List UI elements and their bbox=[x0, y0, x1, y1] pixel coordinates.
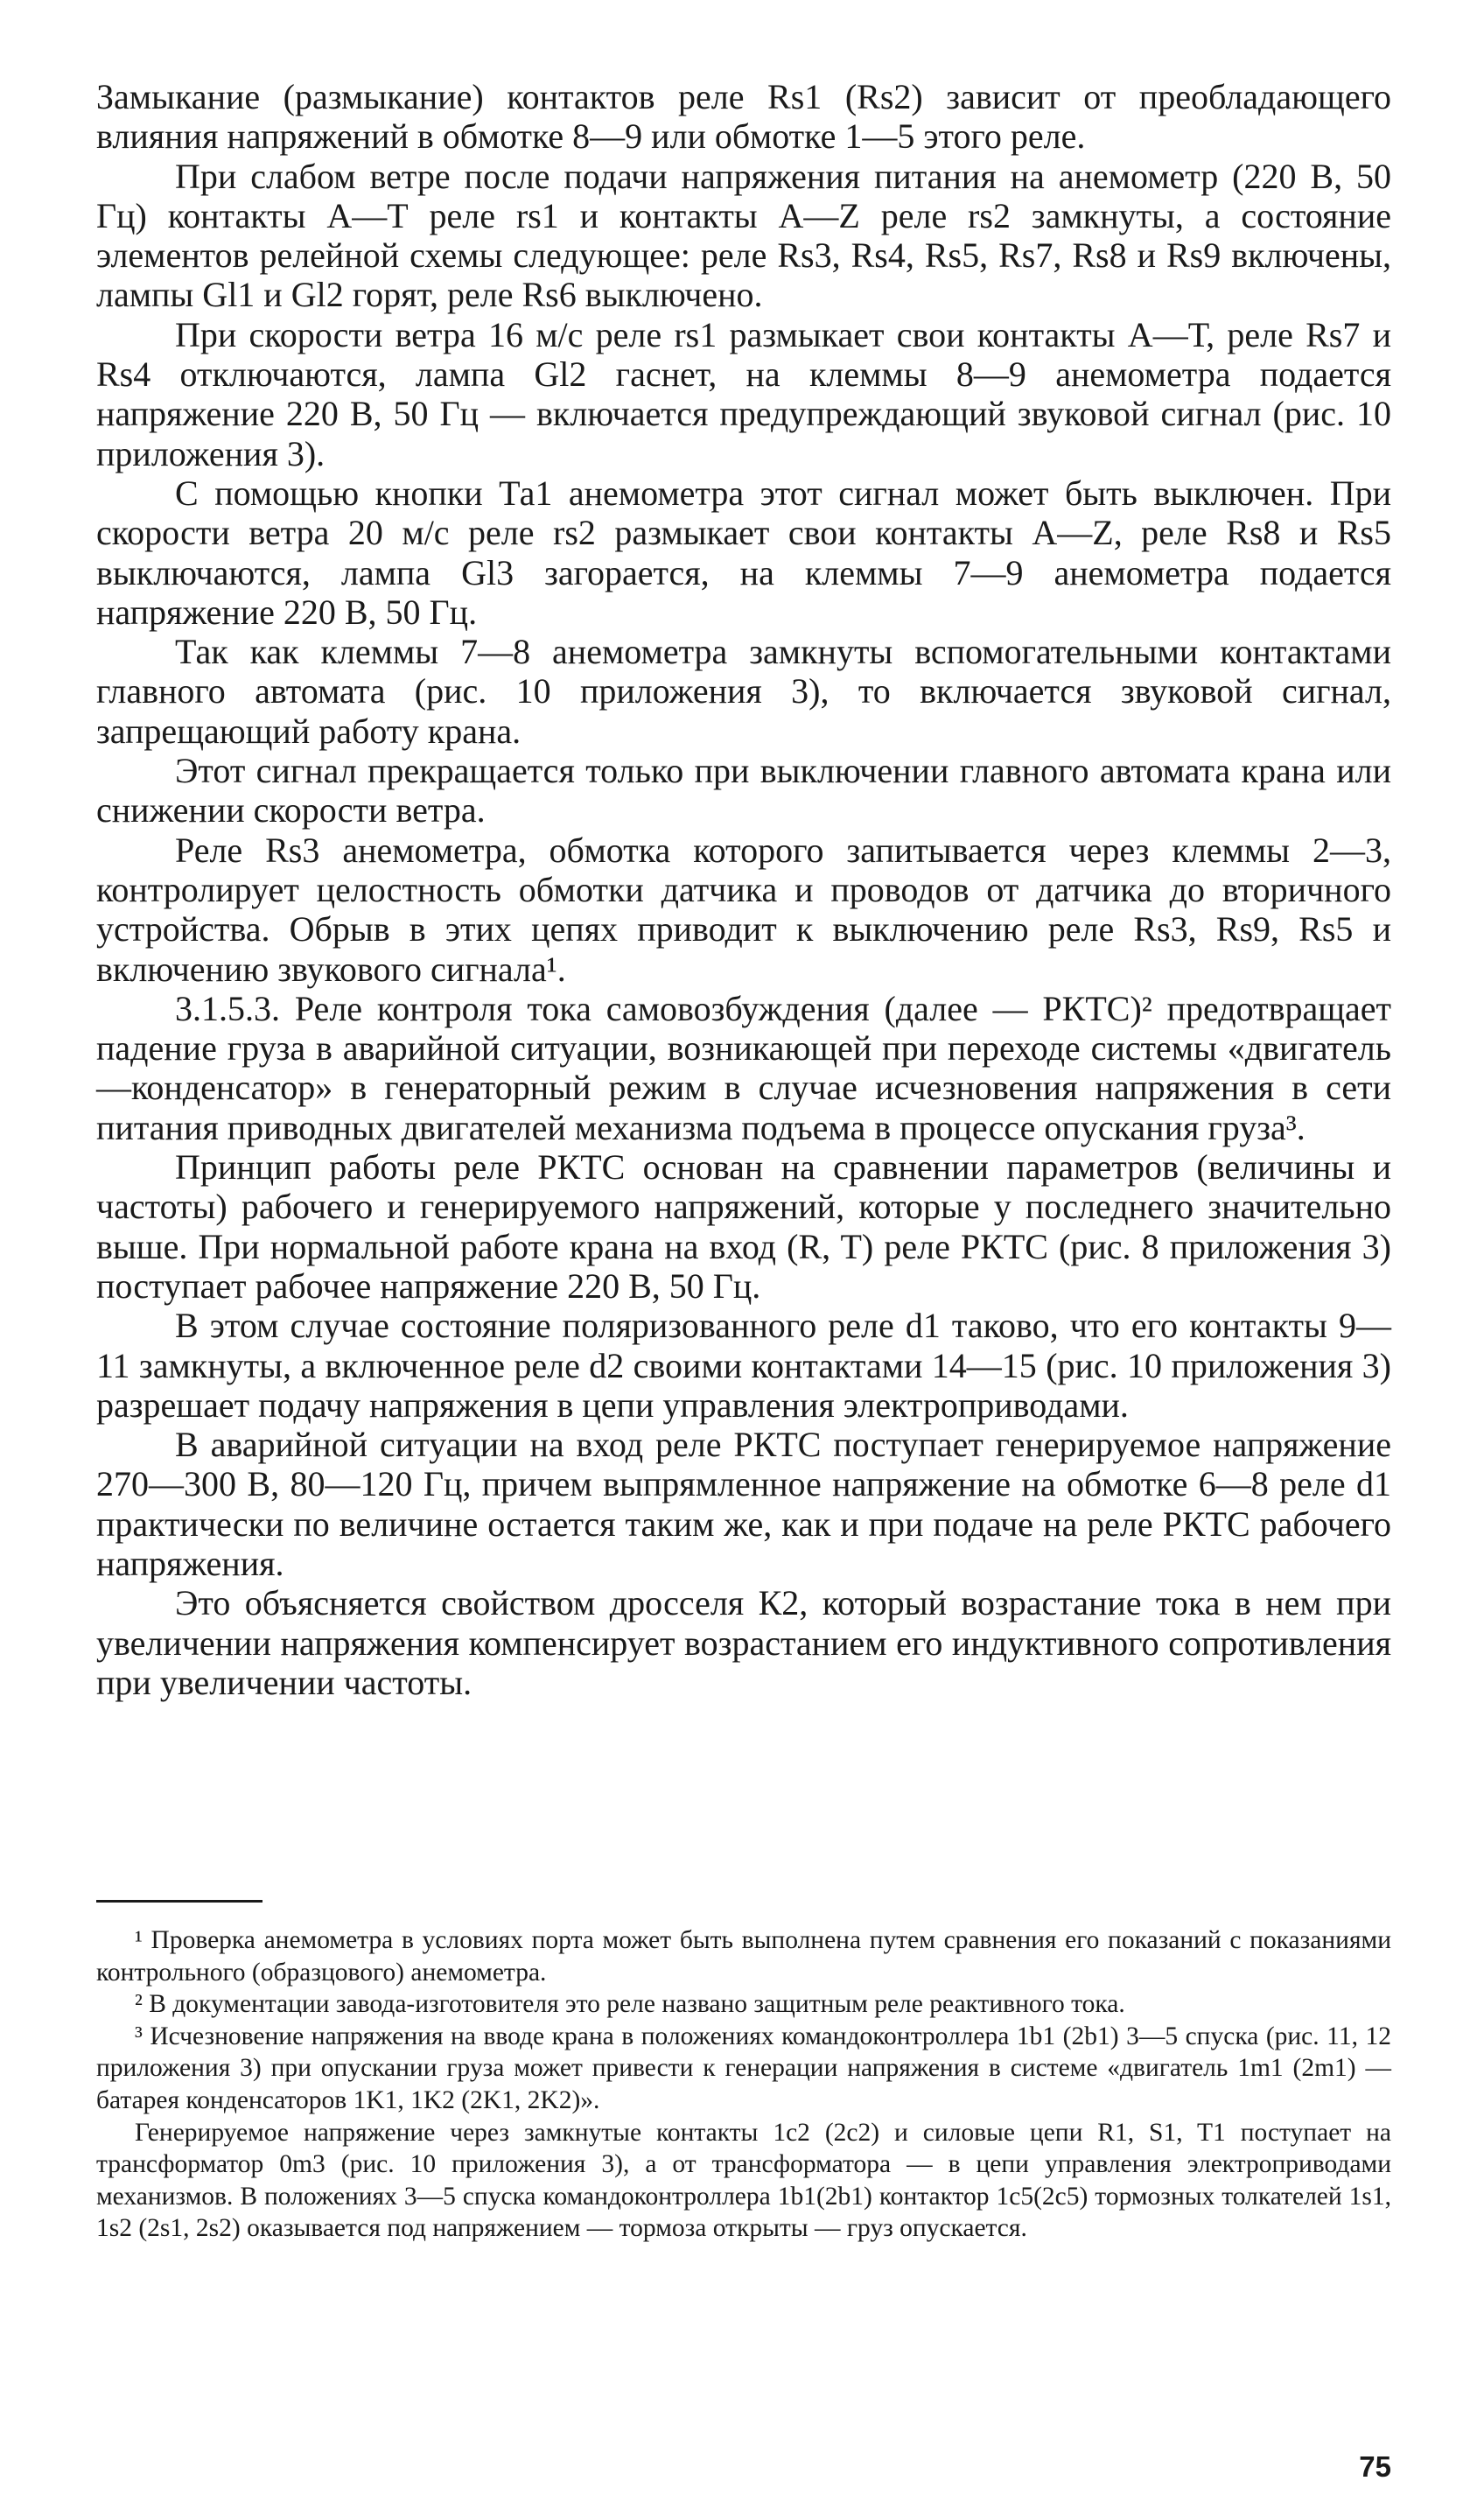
paragraph: Это объясняется свойством дросселя К2, который возрастание тока в нем при увеличении напряжения компенсирует возрастанием его индуктивного сопротивления при увеличении частоты. bbox=[96, 1583, 1391, 1702]
paragraph: Принцип работы реле РКТС основан на сравнении параметров (величины и частоты) рабочего и генерируемого напряжений, которые у последнего значительно выше. При нормальной работе крана на вход (R, T) реле РКТС (рис. 8 приложения 3) поступает рабочее напряжение 220 В, 50 Гц. bbox=[96, 1147, 1391, 1306]
paragraph: Реле Rs3 анемометра, обмотка которого запитывается через клеммы 2—3, контролирует целостность обмотки датчика и проводов от датчика до вторичного устройства. Обрыв в этих цепях приводит к выключению реле Rs3, Rs9, Rs5 и включению звукового сигнала¹. bbox=[96, 830, 1391, 989]
paragraph: При слабом ветре после подачи напряжения питания на анемометр (220 В, 50 Гц) контакты А—Т реле rs1 и контакты А—Z реле rs2 замкнуты, а состояние элементов релейной схемы следующее: реле Rs3, Rs4, Rs5, Rs7, Rs8 и Rs9 включены, лампы Gl1 и Gl2 горят, реле Rs6 выключено. bbox=[96, 156, 1391, 315]
paragraph: С помощью кнопки Та1 анемометра этот сигнал может быть выключен. При скорости ветра 20 м/с реле rs2 размыкает свои контакты А—Z, реле Rs8 и Rs5 выключаются, лампа Gl3 загорается, на клеммы 7—9 анемометра подается напряжение 220 В, 50 Гц. bbox=[96, 473, 1391, 632]
paragraph: При скорости ветра 16 м/с реле rs1 размыкает свои контакты А—Т, реле Rs7 и Rs4 отключаются, лампа Gl2 гаснет, на клеммы 8—9 анемометра подается напряжение 220 В, 50 Гц — включается предупреждающий звуковой сигнал (рис. 10 приложения 3). bbox=[96, 314, 1391, 473]
paragraph: Замыкание (размыкание) контактов реле Rs1 (Rs2) зависит от преобладающего влияния напряжений в обмотке 8—9 или обмотке 1—5 этого реле. bbox=[96, 77, 1391, 157]
paragraph: В этом случае состояние поляризованного реле d1 таково, что его контакты 9—11 замкнуты, а включенное реле d2 своими контактами 14—15 (рис. 10 приложения 3) разрешает подачу напряжения в цепи управления электроприводами. bbox=[96, 1306, 1391, 1425]
paragraph: Этот сигнал прекращается только при выключении главного автомата крана или снижении скорости ветра. bbox=[96, 751, 1391, 830]
footnote-3: ³ Исчезновение напряжения на вводе крана в положениях командоконтроллера 1b1 (2b1) 3—5 спуска (рис. 11, 12 приложения 3) при опускании груза может привести к генерации напряжения в системе «двигатель 1m1 (2m1) — батарея конденсаторов 1K1, 1K2 (2K1, 2K2)». bbox=[96, 2022, 1391, 2114]
footnote-1: ¹ Проверка анемометра в условиях порта может быть выполнена путем сравнения его показаний с показаниями контрольного (образцового) анемометра. bbox=[96, 1926, 1391, 1987]
footnote-3-continued: Генерируемое напряжение через замкнутые контакты 1c2 (2c2) и силовые цепи R1, S1, T1 поступает на трансформатор 0m3 (рис. 10 приложения 3), а от трансформатора — в цепи управления электроприводами механизмов. В положениях 3—5 спуска командоконтроллера 1b1(2b1) контактор 1c5(2c5) тормозных толкателей 1s1, 1s2 (2s1, 2s2) оказывается под напряжением — тормоза открыты — груз опускается. bbox=[96, 2118, 1391, 2243]
footnote-2: ² В документации завода-изготовителя это реле названо защитным реле реактивного тока. bbox=[135, 1990, 1125, 2019]
paragraph: В аварийной ситуации на вход реле РКТС поступает генерируемое напряжение 270—300 В, 80—120 Гц, причем выпрямленное напряжение на обмотке 6—8 реле d1 практически по величине остается таким же, как и при подаче на реле РКТС рабочего напряжения. bbox=[96, 1425, 1391, 1583]
paragraph-section-3-1-5-3: 3.1.5.3. Реле контроля тока самовозбуждения (далее — РКТС)² предотвращает падение груза в аварийной ситуации, возникающей при переходе системы «двигатель—конденсатор» в генераторный режим в случае исчезновения напряжения в сети питания приводных двигателей механизма подъема в процессе опускания груза³. bbox=[96, 988, 1391, 1147]
page-number: 75 bbox=[1359, 2450, 1391, 2483]
paragraph: Так как клеммы 7—8 анемометра замкнуты вспомогательными контактами главного автомата (рис. 10 приложения 3), то включается звуковой сигнал, запрещающий работу крана. bbox=[96, 632, 1391, 751]
body-text bbox=[96, 77, 1391, 1702]
footnote-separator bbox=[96, 1900, 262, 1903]
footnotes bbox=[96, 1924, 1391, 2245]
